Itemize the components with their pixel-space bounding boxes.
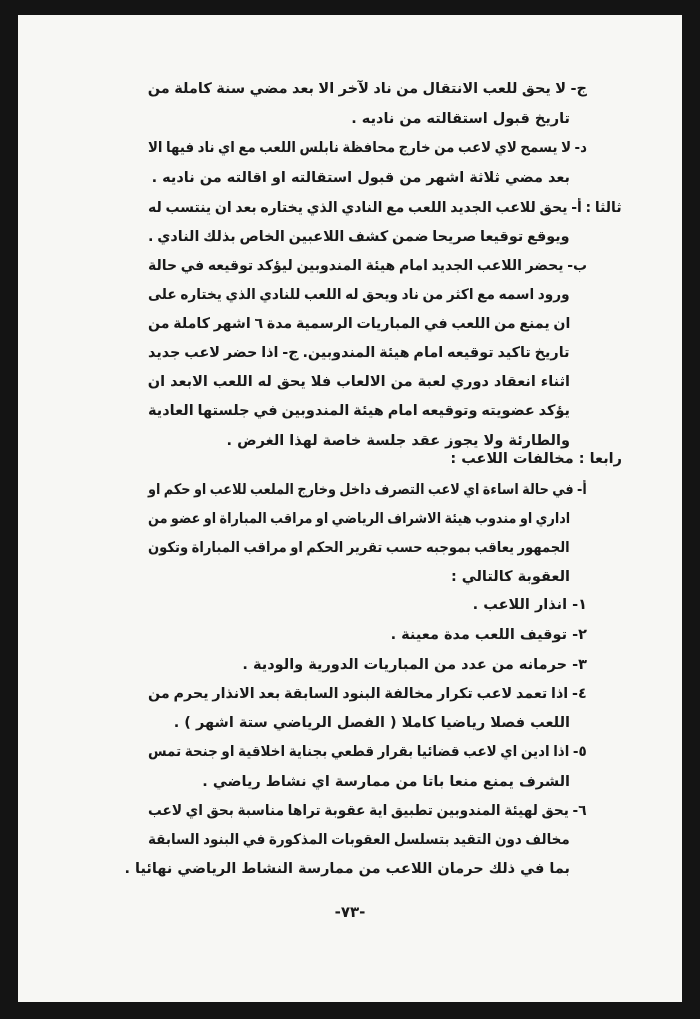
list-item: ١- انذار اللاعب . [472, 597, 587, 613]
section-heading: رابعا : مخالفات اللاعب : [450, 451, 622, 467]
text-line: بما في ذلك حرمان اللاعب من ممارسة النشاط الرياضي نهائيا . [124, 861, 570, 877]
list-item: ٤- اذا تعمد لاعب تكرار مخالفة البنود السابقة بعد الانذار يحرم من [148, 686, 587, 702]
text-line: ثالثا : أ- يحق للاعب الجديد اللعب مع النادي الذي يختاره بعد ان ينتسب له [148, 200, 622, 216]
text-line: ان يمنع من اللعب في المباريات الرسمية مدة ٦ اشهر كاملة من [147, 316, 570, 332]
text-line: مخالف دون التقيد بتسلسل العقوبات المذكورة في البنود السابقة [148, 832, 570, 848]
text-line: تاريخ قبول استقالته من ناديه . [351, 111, 570, 127]
document-page [18, 15, 682, 1002]
list-item: ٦- يحق لهيئة المندوبين تطبيق اية عقوبة تراها مناسبة بحق اي لاعب [148, 803, 587, 819]
page-number: -٧٣- [334, 903, 366, 921]
text-line: تاريخ تاكيد توقيعه امام هيئة المندوبين. ج- اذا حضر لاعب جديد [148, 345, 570, 361]
text-line: العقوبة كالتالي : [450, 569, 570, 585]
text-line: ج- لا يحق للعب الانتقال من ناد لآخر الا بعد مضي سنة كاملة من [147, 81, 587, 97]
text-line: الشرف يمنع منعا باتا من ممارسة اي نشاط رياضي . [202, 774, 570, 790]
text-line: يؤكد عضويته وتوقيعه امام هيئة المندوبين في جلستها العادية [147, 403, 570, 419]
text-line: اللعب فصلا رياضيا كاملا ( الفصل الرياضي ستة اشهر ) . [173, 715, 570, 731]
text-line: اداري او مندوب هيئة الاشراف الرياضي او مراقب المباراة او عضو من [147, 511, 570, 527]
list-item: ٢- توقيف اللعب مدة معينة . [390, 627, 587, 643]
text-line: د- لا يسمح لاي لاعب من خارج محافظة نابلس اللعب مع اي ناد فيها الا [148, 140, 587, 156]
text-line: الجمهور يعاقب بموجبه حسب تقرير الحكم او مراقب المباراة وتكون [148, 540, 570, 556]
text-line: ورود اسمه مع اكثر من ناد ويحق له اللعب للنادي الذي يختاره على [148, 287, 570, 303]
text-line: والطارئة ولا يجوز عقد جلسة خاصة لهذا الغرض . [226, 433, 570, 449]
list-item: ٣- حرمانه من عدد من المباريات الدورية والودية . [242, 657, 587, 673]
list-item: ٥- اذا ادين اي لاعب قضائيا بقرار قطعي بجناية اخلاقية او جنحة تمس [148, 744, 587, 760]
text-line: بعد مضي ثلاثة اشهر من قبول استقالته او اقالته من ناديه . [151, 170, 570, 186]
text-line: ويوقع توقيعا صريحا ضمن كشف اللاعبين الخاص بذلك النادي . [148, 229, 570, 245]
text-line: أ- في حالة اساءة اي لاعب التصرف داخل وخارج الملعب للاعب او حكم او [148, 482, 587, 498]
text-line: اثناء انعقاد دوري لعبة من الالعاب فلا يحق له اللعب الابعد ان [147, 374, 570, 390]
text-line: ب- يحضر اللاعب الجديد امام هيئة المندوبين ليؤكد توقيعه في حالة [147, 258, 587, 274]
